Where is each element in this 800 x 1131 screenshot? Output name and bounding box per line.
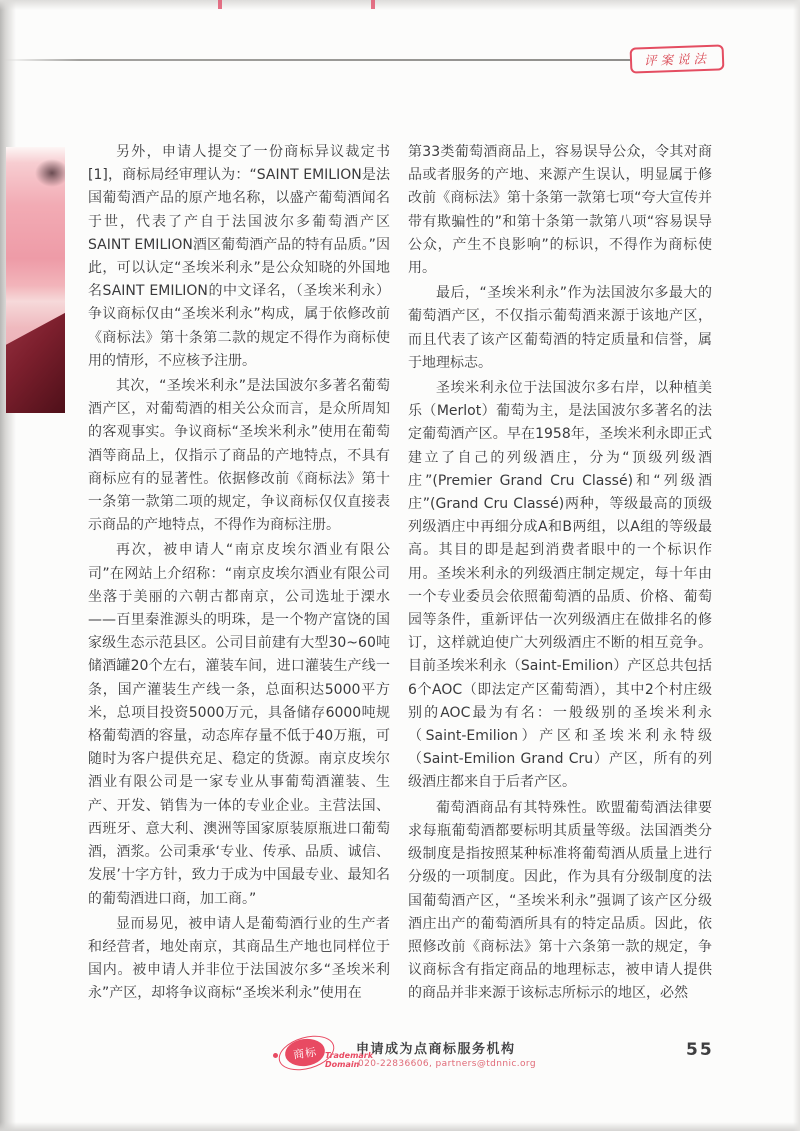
page-number: 55 bbox=[686, 1040, 714, 1060]
paragraph: 葡萄酒商品有其特殊性。欧盟葡萄酒法律要求每瓶葡萄酒都要标明其质量等级。法国酒类分级制度是指按照某种标准将葡萄酒从质量上进行分级的一项制度。因此，作为具有分级制度的法国葡萄酒产区，“圣埃米利永”强调了该产区分级酒庄出产的葡萄酒所具有的特定品质。因此，依照修改前《商标法》第十六条第一款的规定，争议商标含有指定商品的地理标志，被申请人提供的商品并非来源于该标志所标示的地区，必然 bbox=[408, 799, 712, 1002]
column-left bbox=[88, 141, 390, 1008]
header-rule bbox=[4, 59, 632, 61]
paragraph: 另外，申请人提交了一份商标异议裁定书[1]，商标局经审理认为：“SAINT EMILION是法国葡萄酒产品的原产地名称，以盛产葡萄酒闻名于世，代表了产自于法国波尔多葡萄酒产区SAINT EMILION酒区葡萄酒产品的特有品质。”因此，可以认定“圣埃米利永”是公众知晓的外国地名SAINT EMILION的中文译名，（圣埃米利永）争议商标仅由“圣埃米利永”构成，属于依修改前《商标法》第十条第二款的规定不得作为商标使用的情形，不应核予注册。 bbox=[88, 144, 390, 369]
photo-dark-smudge bbox=[35, 159, 65, 187]
paragraph: 最后，“圣埃米利永”作为法国波尔多最大的葡萄酒产区，不仅指示葡萄酒来源于该地产区，而且代表了该产区葡萄酒的特定质量和信誉，属于地理标志。 bbox=[408, 285, 712, 371]
column-right bbox=[408, 141, 712, 1008]
paragraph: 圣埃米利永位于法国波尔多右岸，以种植美乐（Merlot）葡萄为主，是法国波尔多著名的法定葡萄酒产区。早在1958年，圣埃米利永即正式建立了自己的列级酒庄，分为“顶级列级酒庄”(Premier Grand Cru Classé)和“列级酒庄”(Grand Cru Classé)两种，等级最高的顶级列级酒庄中再细分成A和B两组，以A组的等级最高。其目的即是起到消费者眼中的一个标识作用。圣埃米利永的列级酒庄制定规定，每十年由一个专业委员会依照葡萄酒的品质、价格、葡萄园等条件，重新评估一次列级酒庄在做排名的修订，这样就迫使广大列级酒庄不断的相互竞争。目前圣埃米利永（Saint-Emilion）产区总共包括6个AOC（即法定产区葡萄酒），其中2个村庄级别的AOC最为有名：一般级别的圣埃米利永（Saint-Emilion）产区和圣埃米利永特级（Saint-Emilion Grand Cru）产区，所有的列级酒庄都来自于后者产区。 bbox=[408, 380, 712, 791]
registration-mark bbox=[371, 0, 375, 9]
paragraph: 第33类葡萄酒商品上，容易误导公众，令其对商品或者服务的产地、来源产生误认，明显属于修改前《商标法》第十条第一款第七项“夸大宣传并带有欺骗性的”和第十条第一款第八项“容易误导公众，产生不良影响”的标识，不得作为商标使用。 bbox=[408, 144, 712, 277]
photo-dark-wedge bbox=[6, 303, 65, 413]
logo-cn-text: 商标 bbox=[292, 1044, 318, 1062]
footer bbox=[270, 1036, 590, 1080]
logo-orbit-dot bbox=[273, 1053, 278, 1058]
footer-slogan: 申请成为点商标服务机构 bbox=[356, 1042, 516, 1057]
paragraph: 其次，“圣埃米利永”是法国波尔多著名葡萄酒产区，对葡萄酒的相关公众而言，是众所周知的客观事实。争议商标“圣埃米利永”使用在葡萄酒等商品上，仅指示了商品的产地特点，不具有商标应有的显著性。依据修改前《商标法》第十一条第一款第二项的规定，争议商标仅仅直接表示商品的产地特点，不得作为商标注册。 bbox=[88, 378, 390, 534]
scan-edge-top bbox=[0, 0, 800, 10]
logo-en-line1: Trademark bbox=[325, 1051, 374, 1060]
section-tab bbox=[630, 44, 725, 73]
scan-edge-bottom bbox=[0, 1122, 800, 1131]
wine-photo-fragment bbox=[6, 147, 65, 413]
scan-edge-right bbox=[793, 0, 800, 1131]
registration-mark bbox=[218, 0, 222, 9]
paragraph: 显而易见，被申请人是葡萄酒行业的生产者和经营者，地处南京，其商品生产地也同样位于国内。被申请人并非位于法国波尔多“圣埃米利永”产区，却将争议商标“圣埃米利永”使用在 bbox=[88, 915, 390, 1002]
footer-contact: 020-22836606, partners@tdnnic.org bbox=[358, 1059, 536, 1069]
section-tab-label: 评案说法 bbox=[643, 50, 711, 69]
trademark-domain-logo bbox=[278, 1036, 374, 1074]
paragraph: 再次，被申请人“南京皮埃尔酒业有限公司”在网站上介绍称：“南京皮埃尔酒业有限公司坐落于美丽的六朝古都南京，公司选址于溧水——百里秦淮源头的明珠，是一个物产富饶的国家级生态示范县区。公司目前建有大型30~60吨储酒罐20个左右，灌装车间，进口灌装生产线一条，国产灌装生产线一条，总面积达5000平方米，总项目投资5000万元，具备储存6000吨规格葡萄酒的容量，动态库存量不低于40万瓶，可随时为客户提供充足、稳定的货源。南京皮埃尔酒业有限公司是一家专业从事葡萄酒灌装、生产、开发、销售为一体的专业企业。主营法国、西班牙、意大利、澳洲等国家原装原瓶进口葡萄酒，酒浆。公司秉承‘专业、传承、品质、诚信、发展’十字方针，致力于成为中国最专业、最知名的葡萄酒进口商，加工商。” bbox=[88, 542, 390, 907]
logo-en-line2: Domain bbox=[325, 1060, 360, 1069]
